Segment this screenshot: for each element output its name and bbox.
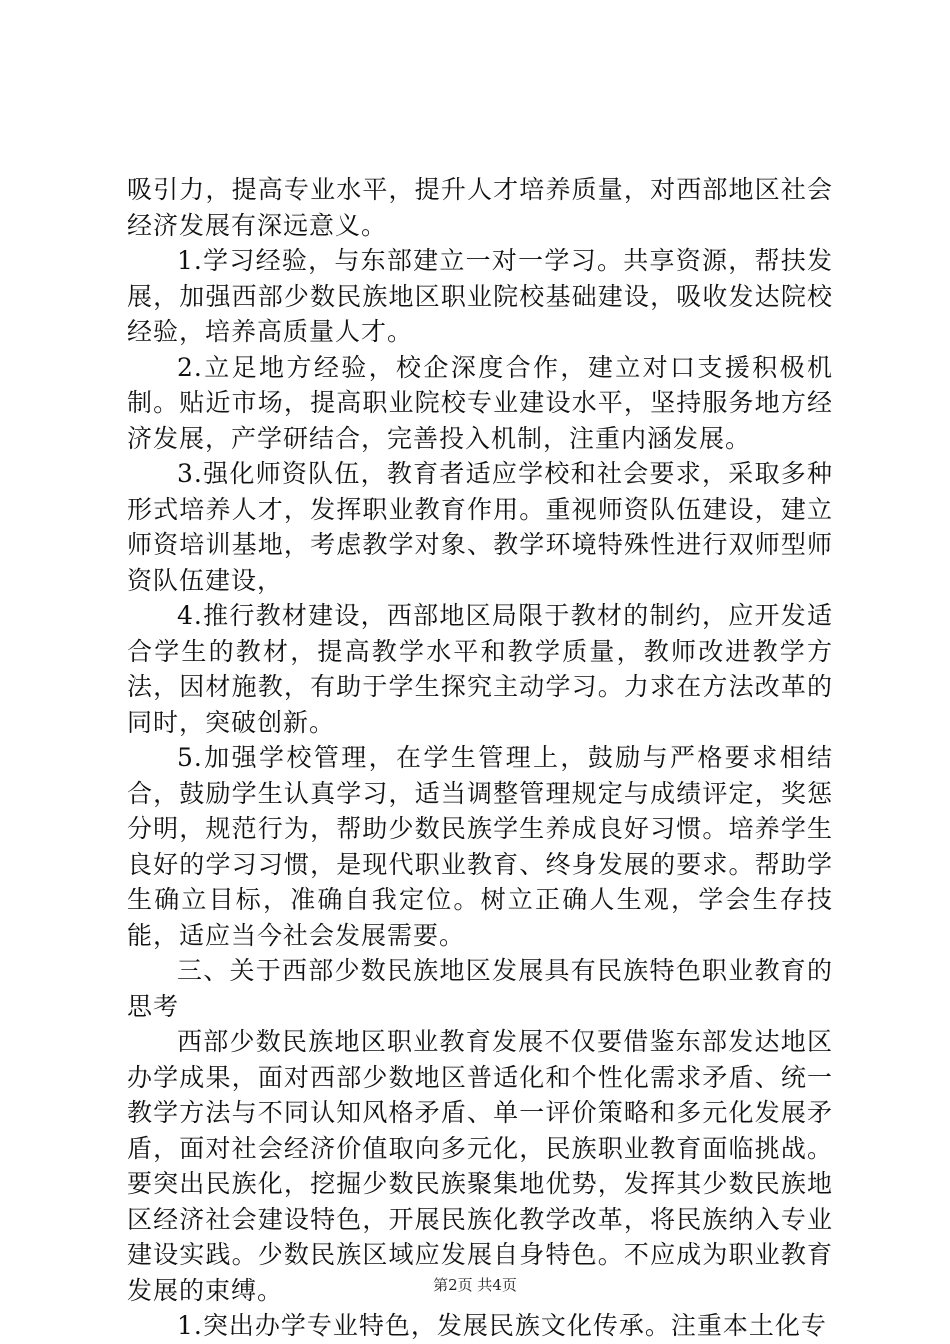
paragraph-item-3: 3.强化师资队伍，教育者适应学校和社会要求，采取多种形式培养人才，发挥职业教育作用。重视师资队伍建设，建立师资培训基地，考虑教学对象、教学环境特殊性进行双师型师资队伍建设， — [127, 459, 833, 595]
paragraph-item-5: 5.加强学校管理，在学生管理上，鼓励与严格要求相结合，鼓励学生认真学习，适当调整管理规定与成绩评定，奖惩分明，规范行为，帮助少数民族学生养成良好习惯。培养学生良好的学习习惯，是现代职业教育、终身发展的要求。帮助学生确立目标，准确自我定位。树立正确人生观，学会生存技能，适应当今社会发展需要。 — [127, 743, 833, 950]
paragraph-item-2: 2.立足地方经验，校企深度合作，建立对口支援积极机制。贴近市场，提高职业院校专业建设水平，坚持服务地方经济发展，产学研结合，完善投入机制，注重内涵发展。 — [127, 352, 833, 453]
section-heading-3: 三、关于西部少数民族地区发展具有民族特色职业教育的思考 — [127, 956, 833, 1021]
paragraph-subitem-1: 1.突出办学专业特色，发展民族文化传承。注重本土化专 — [177, 1311, 827, 1340]
paragraph-section-intro: 西部少数民族地区职业教育发展不仅要借鉴东部发达地区办学成果，面对西部少数地区普适化和个性化需求矛盾、统一教学方法与不同认知风格矛盾、单一评价策略和多元化发展矛盾，面对社会经济价值取向多元化，民族职业教育面临挑战。要突出民族化，挖掘少数民族聚集地优势，发挥其少数民族地区经济社会建设特色，开展民族化教学改革，将民族纳入专业建设实践。少数民族区域应发展自身特色。不应成为职业教育发展的束缚。 — [127, 1027, 833, 1305]
page-number-footer: 第2页 共4页 — [433, 1276, 517, 1294]
paragraph-item-1: 1.学习经验，与东部建立一对一学习。共享资源，帮扶发展，加强西部少数民族地区职业院校基础建设，吸收发达院校经验，培养高质量人才。 — [127, 246, 833, 346]
document-body — [127, 172, 833, 1344]
paragraph-continuation: 吸引力，提高专业水平，提升人才培养质量，对西部地区社会经济发展有深远意义。 — [127, 175, 833, 240]
paragraph-item-4: 4.推行教材建设，西部地区局限于教材的制约，应开发适合学生的教材，提高教学水平和教学质量，教师改进教学方法，因材施教，有助于学生探究主动学习。力求在方法改革的同时，突破创新。 — [127, 601, 833, 737]
